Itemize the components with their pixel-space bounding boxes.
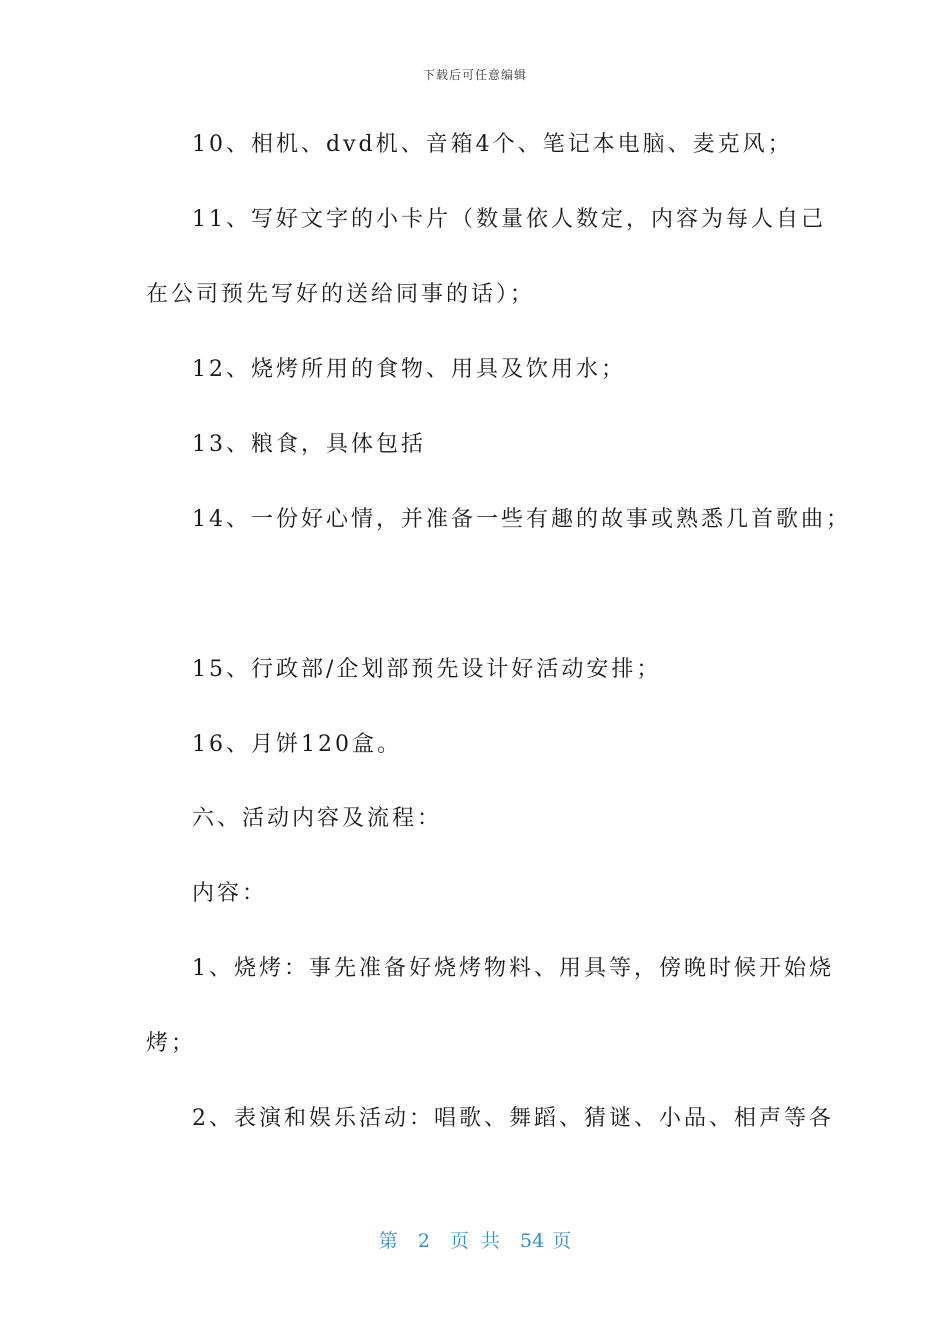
footer-total-pages: 54 xyxy=(520,1230,545,1252)
paragraph-line: 烤； xyxy=(146,1031,197,1056)
paragraph-line: 16、月饼120盒。 xyxy=(192,732,402,757)
paragraph-line: 14、一份好心情，并准备一些有趣的故事或熟悉几首歌曲； xyxy=(192,507,851,532)
paragraph-line: 在公司预先写好的送给同事的话）； xyxy=(146,282,536,307)
page-header-note: 下载后可任意编辑 xyxy=(422,68,527,82)
footer-page-number: 2 xyxy=(417,1230,430,1252)
paragraph-line: 内容： xyxy=(192,881,268,906)
footer-middle: 页 共 xyxy=(449,1230,500,1252)
paragraph-line: 10、相机、dvd机、音箱4个、笔记本电脑、麦克风； xyxy=(192,132,793,157)
paragraph-line: 12、烧烤所用的食物、用具及饮用水； xyxy=(192,357,626,382)
paragraph-line: 2、表演和娱乐活动：唱歌、舞蹈、猜谜、小品、相声等各 xyxy=(192,1106,834,1131)
paragraph-line: 1、烧烤：事先准备好烧烤物料、用具等，傍晚时候开始烧 xyxy=(192,956,834,981)
footer-prefix: 第 xyxy=(378,1230,398,1252)
page-footer xyxy=(0,1226,950,1253)
paragraph-line: 11、写好文字的小卡片（数量依人数定，内容为每人自己 xyxy=(192,207,826,232)
section-heading: 六、活动内容及流程： xyxy=(192,806,443,831)
paragraph-line: 13、粮食，具体包括 xyxy=(192,432,426,457)
paragraph-line: 15、行政部/企划部预先设计好活动安排； xyxy=(192,657,662,682)
footer-suffix: 页 xyxy=(552,1230,572,1252)
